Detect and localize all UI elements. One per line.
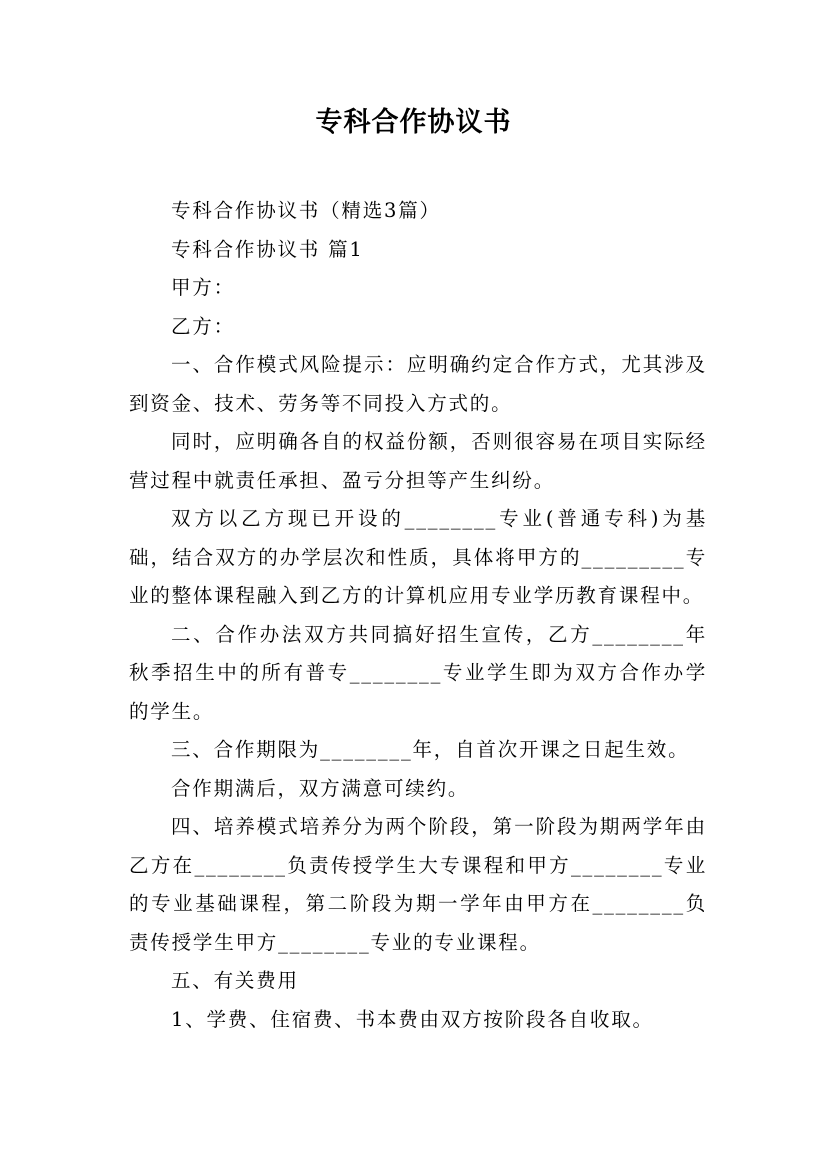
paragraph-basis: 双方以乙方现已开设的________专业(普通专科)为基础，结合双方的办学层次和性质，具体将甲方的_________专业的整体课程融入到乙方的计算机应用专业学历教育课程中。 (129, 507, 707, 607)
paragraph-party-a: 甲方： (171, 276, 235, 299)
paragraph-cooperation-method: 二、合作办法双方共同搞好招生宣传，乙方________年秋季招生中的所有普专________专业学生即为双方合作办学的学生。 (129, 622, 707, 723)
paragraph-fees-heading: 五、有关费用 (171, 969, 299, 992)
paragraph-section-heading: 专科合作协议书 篇1 (171, 237, 364, 261)
paragraph-subtitle: 专科合作协议书（精选3篇） (171, 199, 441, 222)
paragraph-training-mode: 四、培养模式培养分为两个阶段，第一阶段为期两学年由乙方在________负责传授学生大专课程和甲方________专业的专业基础课程，第二阶段为期一学年由甲方在________负责传授学生甲方________专业的专业课程。 (129, 815, 707, 954)
paragraph-fees-item-1: 1、学费、住宿费、书本费由双方按阶段各自收取。 (171, 1007, 654, 1031)
document-body (129, 192, 707, 1039)
paragraph-party-b: 乙方： (171, 314, 235, 338)
paragraph-term: 三、合作期限为________年，自首次开课之日起生效。 (171, 738, 690, 761)
paragraph-rights-shares: 同时，应明确各自的权益份额，否则很容易在项目实际经营过程中就责任承担、盈亏分担等产生纠纷。 (129, 430, 707, 492)
paragraph-cooperation-mode: 一、合作模式风险提示：应明确约定合作方式，尤其涉及到资金、技术、劳务等不同投入方式的。 (129, 353, 707, 415)
document-title: 专科合作协议书 (315, 107, 512, 138)
paragraph-renewal: 合作期满后，双方满意可续约。 (171, 776, 470, 800)
